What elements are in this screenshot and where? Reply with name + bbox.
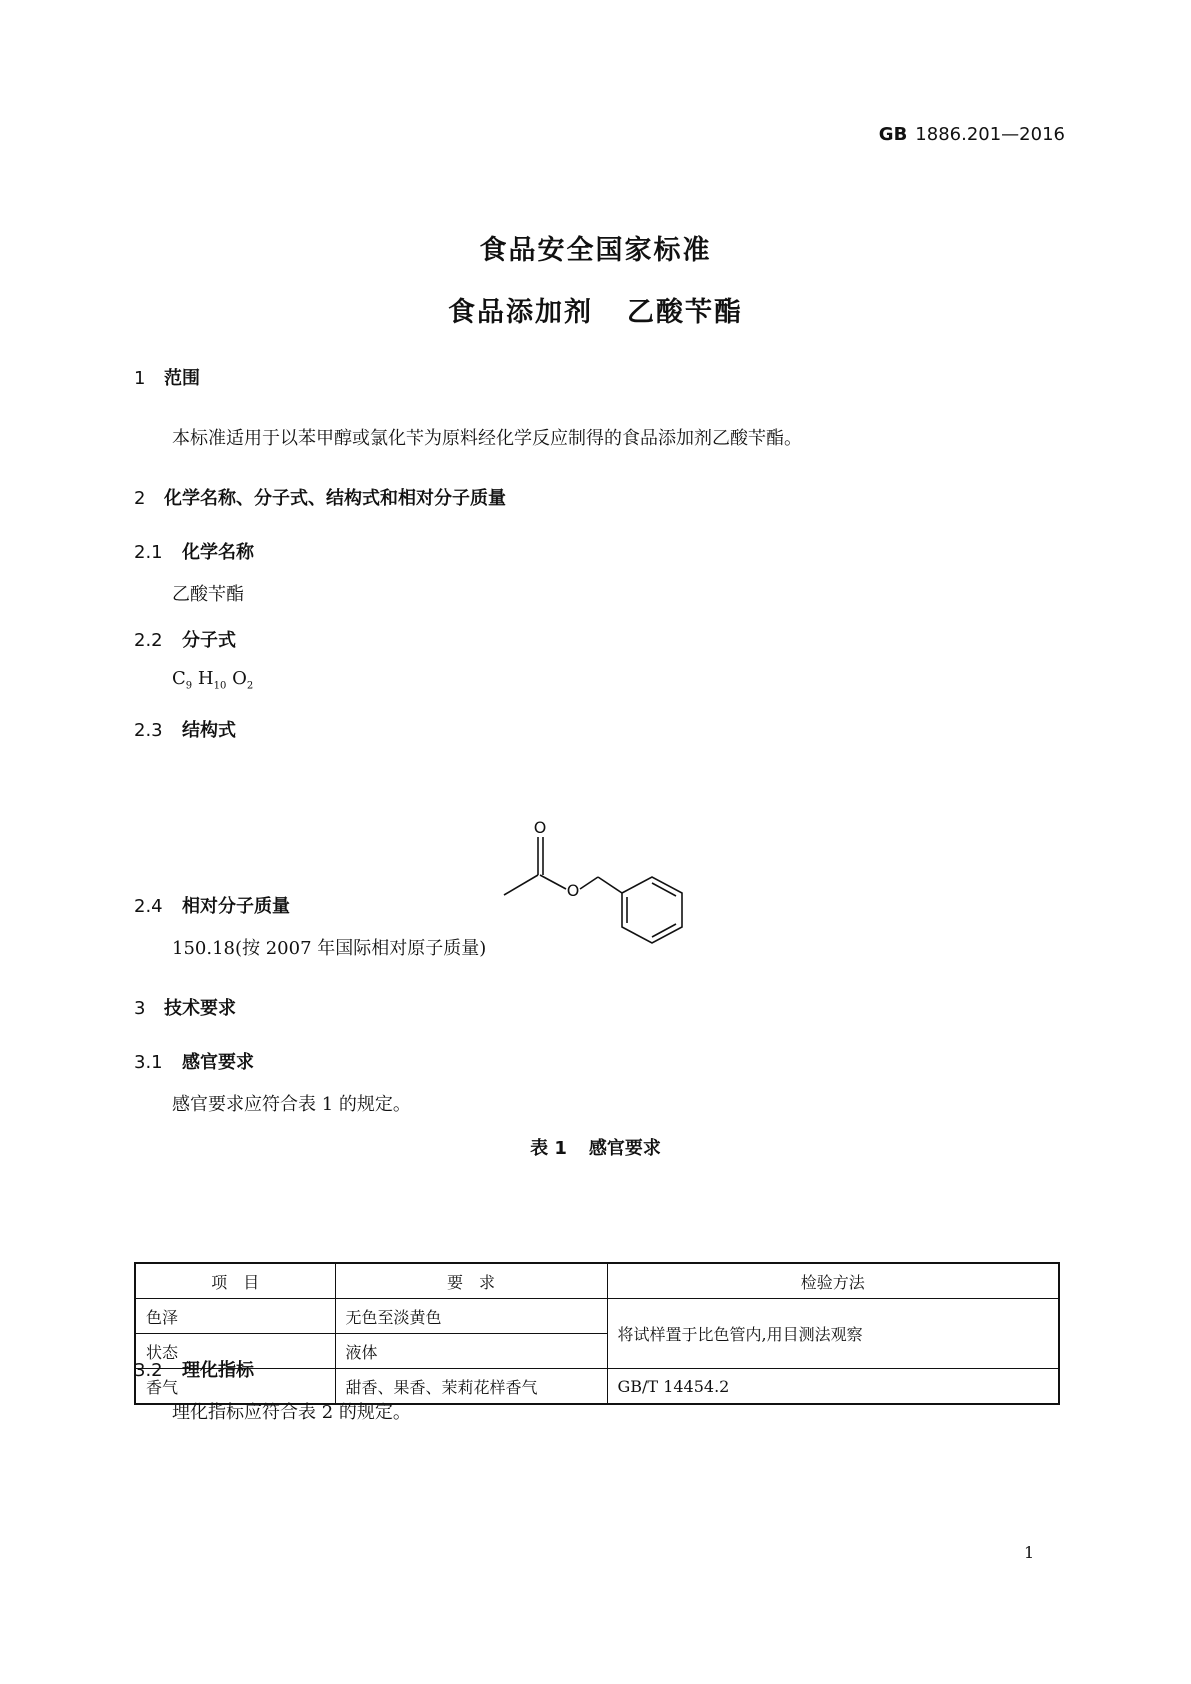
subtitle-part-2: 乙酸苄酯 (627, 297, 743, 328)
table-row (135, 1299, 1059, 1334)
section-3-2-heading: 3.2 理化指标 (134, 1360, 254, 1381)
table-cell: GB/T 14454.2 (607, 1369, 1059, 1405)
table-cell: 液体 (335, 1334, 607, 1369)
table-cell-merged-method: 将试样置于比色管内,用目测法观察 (607, 1299, 1059, 1369)
table-1-caption: 表 1 感官要求 (530, 1138, 661, 1159)
section-2-1-heading: 2.1 化学名称 (134, 542, 254, 563)
section-2-4-heading: 2.4 相对分子质量 (134, 896, 290, 917)
section-2-3-heading: 2.3 结构式 (134, 720, 236, 741)
standard-code (879, 124, 1065, 145)
structural-formula (490, 815, 700, 945)
table-header-row (135, 1263, 1059, 1299)
section-1-text: 本标准适用于以苯甲醇或氯化苄为原料经化学反应制得的食品添加剂乙酸苄酯。 (172, 428, 802, 449)
subtitle-part-1: 食品添加剂 (448, 297, 593, 328)
carbonyl-oxygen-label: O (533, 818, 547, 837)
table-header-cell: 项 目 (135, 1263, 335, 1299)
molecular-mass: 150.18(按 2007 年国际相对原子质量) (172, 938, 487, 959)
ester-oxygen-label: O (566, 881, 580, 900)
section-3-1-heading: 3.1 感官要求 (134, 1052, 254, 1073)
document-subtitle (0, 290, 1191, 329)
table-cell: 色泽 (135, 1299, 335, 1334)
table-cell: 状态 (135, 1334, 335, 1369)
section-1-heading: 1 范围 (134, 368, 200, 389)
section-3-heading: 3 技术要求 (134, 998, 236, 1019)
table-cell: 甜香、果香、茉莉花样香气 (335, 1369, 607, 1405)
section-3-1-text: 感官要求应符合表 1 的规定。 (172, 1094, 411, 1115)
section-2-2-heading: 2.2 分子式 (134, 630, 236, 651)
chemical-name: 乙酸苄酯 (172, 584, 244, 605)
molecular-formula: $C_9$ $H_{10}$ $O_2$ (172, 668, 254, 692)
table-header-cell: 检验方法 (607, 1263, 1059, 1299)
sensory-requirements-table (134, 1262, 1060, 1405)
section-2-heading: 2 化学名称、分子式、结构式和相对分子质量 (134, 488, 506, 509)
page-number: 1 (1024, 1543, 1035, 1562)
table-header-cell: 要 求 (335, 1263, 607, 1299)
standard-code-prefix: GB (878, 124, 908, 145)
standard-code-number: 1886.201—2016 (915, 124, 1065, 145)
table-cell: 无色至淡黄色 (335, 1299, 607, 1334)
table-cell: 香气 (135, 1369, 335, 1405)
section-3-2-text: 理化指标应符合表 2 的规定。 (172, 1402, 411, 1423)
document-title: 食品安全国家标准 (479, 235, 712, 266)
